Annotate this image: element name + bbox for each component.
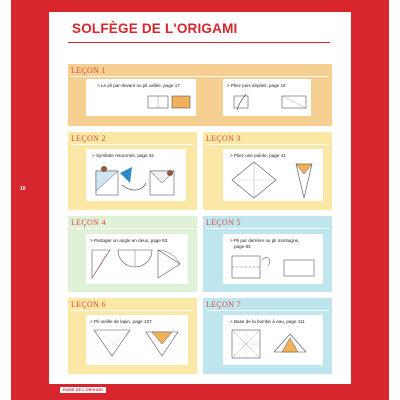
lesson-4-caption: > Partager un angle en deux, page 83 — [90, 238, 168, 243]
lesson-divider — [206, 228, 329, 229]
rabbit-ear-diagram — [88, 326, 186, 362]
valley-fold-diagram — [144, 92, 194, 114]
lesson-divider — [71, 310, 194, 311]
lesson-divider — [206, 310, 329, 311]
lesson-1-caption-b: > Pliez puis dépliez, page 18 — [227, 83, 286, 88]
lesson-label: LEÇON 5 — [206, 218, 241, 227]
title-rule — [68, 42, 330, 43]
lesson-label: LEÇON 4 — [71, 218, 106, 227]
lesson-label: LEÇON 1 — [71, 66, 106, 75]
footer-label: FAIRE DE L'ORIGAMI — [60, 387, 106, 393]
lesson-divider — [71, 228, 194, 229]
page-number: 10 — [20, 186, 26, 192]
fold-point-diagram — [226, 160, 322, 200]
fold-unfold-diagram — [230, 92, 310, 114]
lesson-label: LEÇON 2 — [71, 134, 106, 143]
lesson-7-caption: > Base de la bombe à eau, page 111 — [230, 319, 305, 324]
lesson-divider — [71, 144, 194, 145]
lesson-2-caption: > Symbole retournée, page 32 — [92, 153, 154, 158]
mountain-fold-diagram — [228, 252, 320, 282]
lesson-3-caption: > Pliez une pointe, page 41 — [230, 153, 286, 158]
lesson-label: LEÇON 6 — [71, 300, 106, 309]
right-border — [351, 0, 389, 400]
lesson-divider — [71, 76, 329, 77]
lesson-label: LEÇON 7 — [206, 300, 241, 309]
top-border — [11, 0, 389, 12]
lesson-divider — [206, 144, 329, 145]
page-title: SOLFÈGE DE L'ORIGAMI — [72, 21, 238, 36]
left-border — [11, 0, 49, 400]
lesson-5-caption-line-2: page 83 — [234, 244, 251, 249]
divide-angle-diagram — [88, 244, 186, 282]
lesson-1-caption-a: > Le pli par-devant ou pli vallée, page 17 — [97, 83, 180, 88]
lesson-5-caption-line-1: > Pli par derrière ou pli montagne, — [230, 238, 300, 243]
lesson-6-caption: > Pli oreille de lapin, page 107 — [90, 319, 152, 324]
lesson-label: LEÇON 3 — [206, 134, 241, 143]
turn-over-diagram — [92, 161, 188, 201]
waterbomb-base-diagram — [226, 326, 322, 362]
